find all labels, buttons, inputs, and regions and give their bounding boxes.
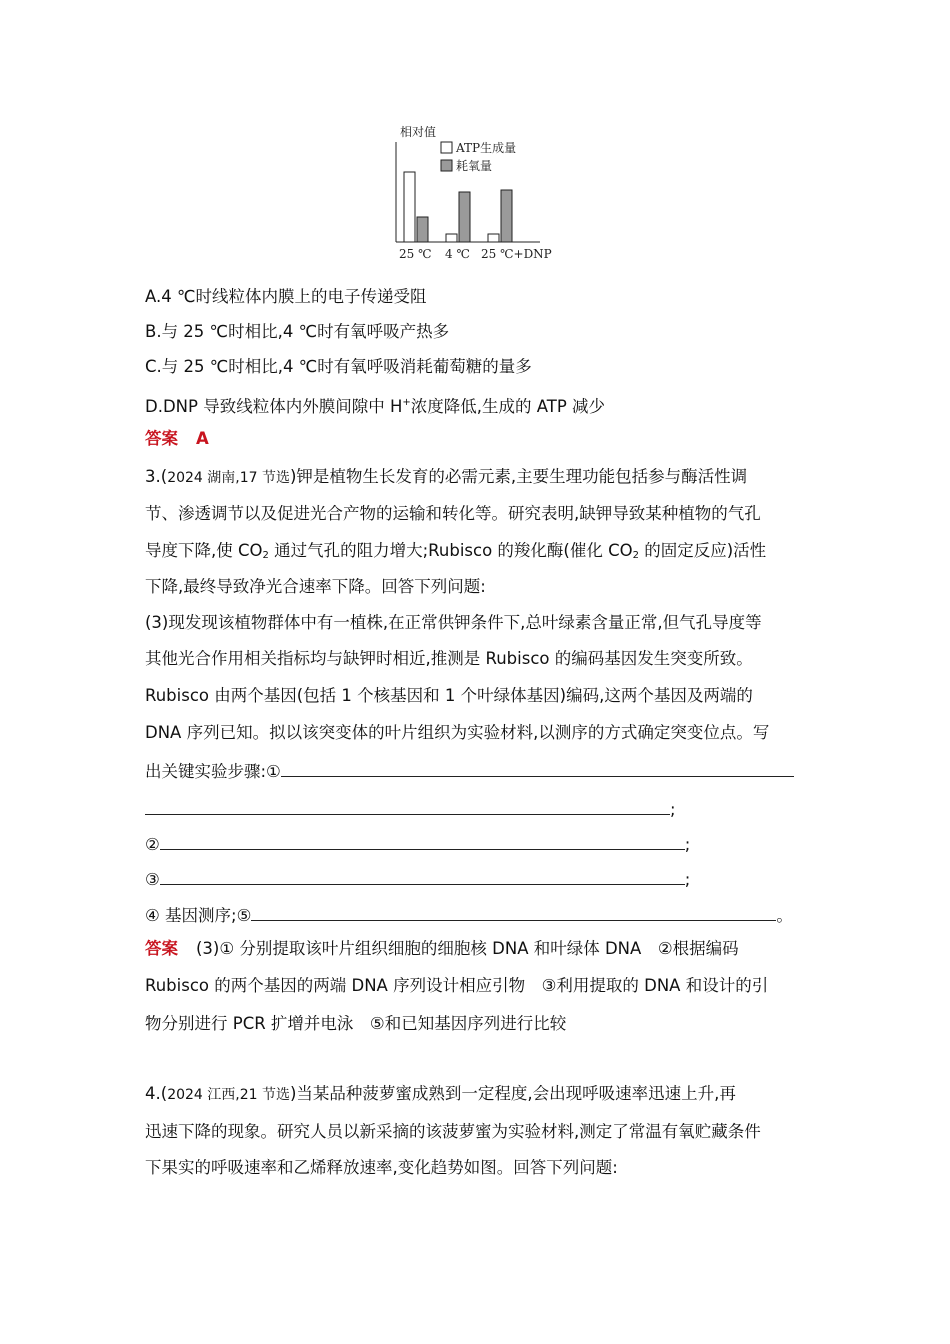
bar-atp-0 — [404, 172, 415, 242]
q3-line-5: (3)现发现该植物群体中有一植株,在正常供钾条件下,总叶绿素含量正常,但气孔导度等 — [145, 613, 762, 632]
blank-step-3[interactable] — [160, 868, 685, 885]
option-a: A.4 ℃时线粒体内膜上的电子传递受阻 — [145, 287, 427, 306]
blank-step-2[interactable] — [160, 833, 685, 850]
q3-line-1: 3.(2024 湖南,17 节选)钾是植物生长发育的必需元素,主要生理功能包括参与酶活性调 — [145, 467, 748, 486]
q4-line-1: 4.(2024 江西,21 节选)当某品种菠萝蜜成熟到一定程度,会出现呼吸速率迅速上升,再 — [145, 1084, 736, 1103]
option-d: D.DNP 导致线粒体内外膜间隙中 H+浓度降低,生成的 ATP 减少 — [145, 397, 606, 416]
option-b: B.与 25 ℃时相比,4 ℃时有氧呼吸产热多 — [145, 322, 450, 341]
bar-chart — [0, 0, 950, 280]
q3-line-6: 其他光合作用相关指标均与缺钾时相近,推测是 Rubisco 的编码基因发生突变所致。 — [145, 649, 753, 668]
q3-line-2: 节、渗透调节以及促进光合产物的运输和转化等。研究表明,缺钾导致某种植物的气孔 — [145, 504, 761, 523]
bar-atp-1 — [446, 234, 457, 242]
tick-label-25c-dnp: 25 ℃+DNP — [481, 247, 552, 261]
option-c: C.与 25 ℃时相比,4 ℃时有氧呼吸消耗葡萄糖的量多 — [145, 357, 532, 376]
bar-oxygen-0 — [417, 217, 428, 242]
q3-line-10: ; — [145, 798, 676, 821]
blank-step-5[interactable] — [251, 904, 776, 921]
q3-line-13: ④ 基因测序;⑤ 。 — [145, 906, 793, 925]
blank-step-1-cont[interactable] — [145, 798, 670, 815]
legend-swatch-atp — [441, 142, 452, 153]
q3-line-4: 下降,最终导致净光合速率下降。回答下列问题: — [145, 577, 486, 596]
q4-line-3: 下果实的呼吸速率和乙烯释放速率,变化趋势如图。回答下列问题: — [145, 1158, 618, 1177]
q3-line-11: ② ; — [145, 835, 691, 854]
q3-line-3: 导度下降,使 $CO_2$ 通过气孔的阻力增大;Rubisco 的羧化酶(催化 $CO_2$ 的固定反应)活性 — [145, 541, 767, 561]
answer-q2: 答案 A — [145, 429, 209, 448]
legend-label-oxygen: 耗氧量 — [456, 159, 493, 173]
tick-label-25c: 25 ℃ — [399, 247, 432, 261]
q4-line-2: 迅速下降的现象。研究人员以新采摘的该菠萝蜜为实验材料,测定了常温有氧贮藏条件 — [145, 1122, 761, 1141]
tick-label-4c: 4 ℃ — [445, 247, 470, 261]
answer-q3-3: 物分别进行 PCR 扩增并电泳 ⑤和已知基因序列进行比较 — [145, 1014, 567, 1033]
bar-oxygen-1 — [459, 192, 470, 242]
q3-line-7: Rubisco 由两个基因(包括 1 个核基因和 1 个叶绿体基因)编码,这两个基因及两端的 — [145, 686, 753, 705]
legend-swatch-oxygen — [441, 160, 452, 171]
answer-q3-2: Rubisco 的两个基因的两端 DNA 序列设计相应引物 ③利用提取的 DNA 和设计的引 — [145, 976, 769, 995]
bar-atp-2 — [488, 234, 499, 242]
legend-label-atp: ATP生成量 — [456, 141, 517, 155]
answer-q3-1: 答案 (3)① 分别提取该叶片组织细胞的细胞核 DNA 和叶绿体 DNA ②根据编码 — [145, 939, 739, 958]
q3-line-9: 出关键实验步骤:① — [145, 760, 794, 783]
bar-oxygen-2 — [501, 190, 512, 242]
blank-step-1[interactable] — [281, 760, 794, 777]
chart-ylabel: 相对值 — [400, 125, 437, 139]
q3-line-12: ③ ; — [145, 870, 691, 889]
q3-line-8: DNA 序列已知。拟以该突变体的叶片组织为实验材料,以测序的方式确定突变位点。写 — [145, 723, 770, 742]
